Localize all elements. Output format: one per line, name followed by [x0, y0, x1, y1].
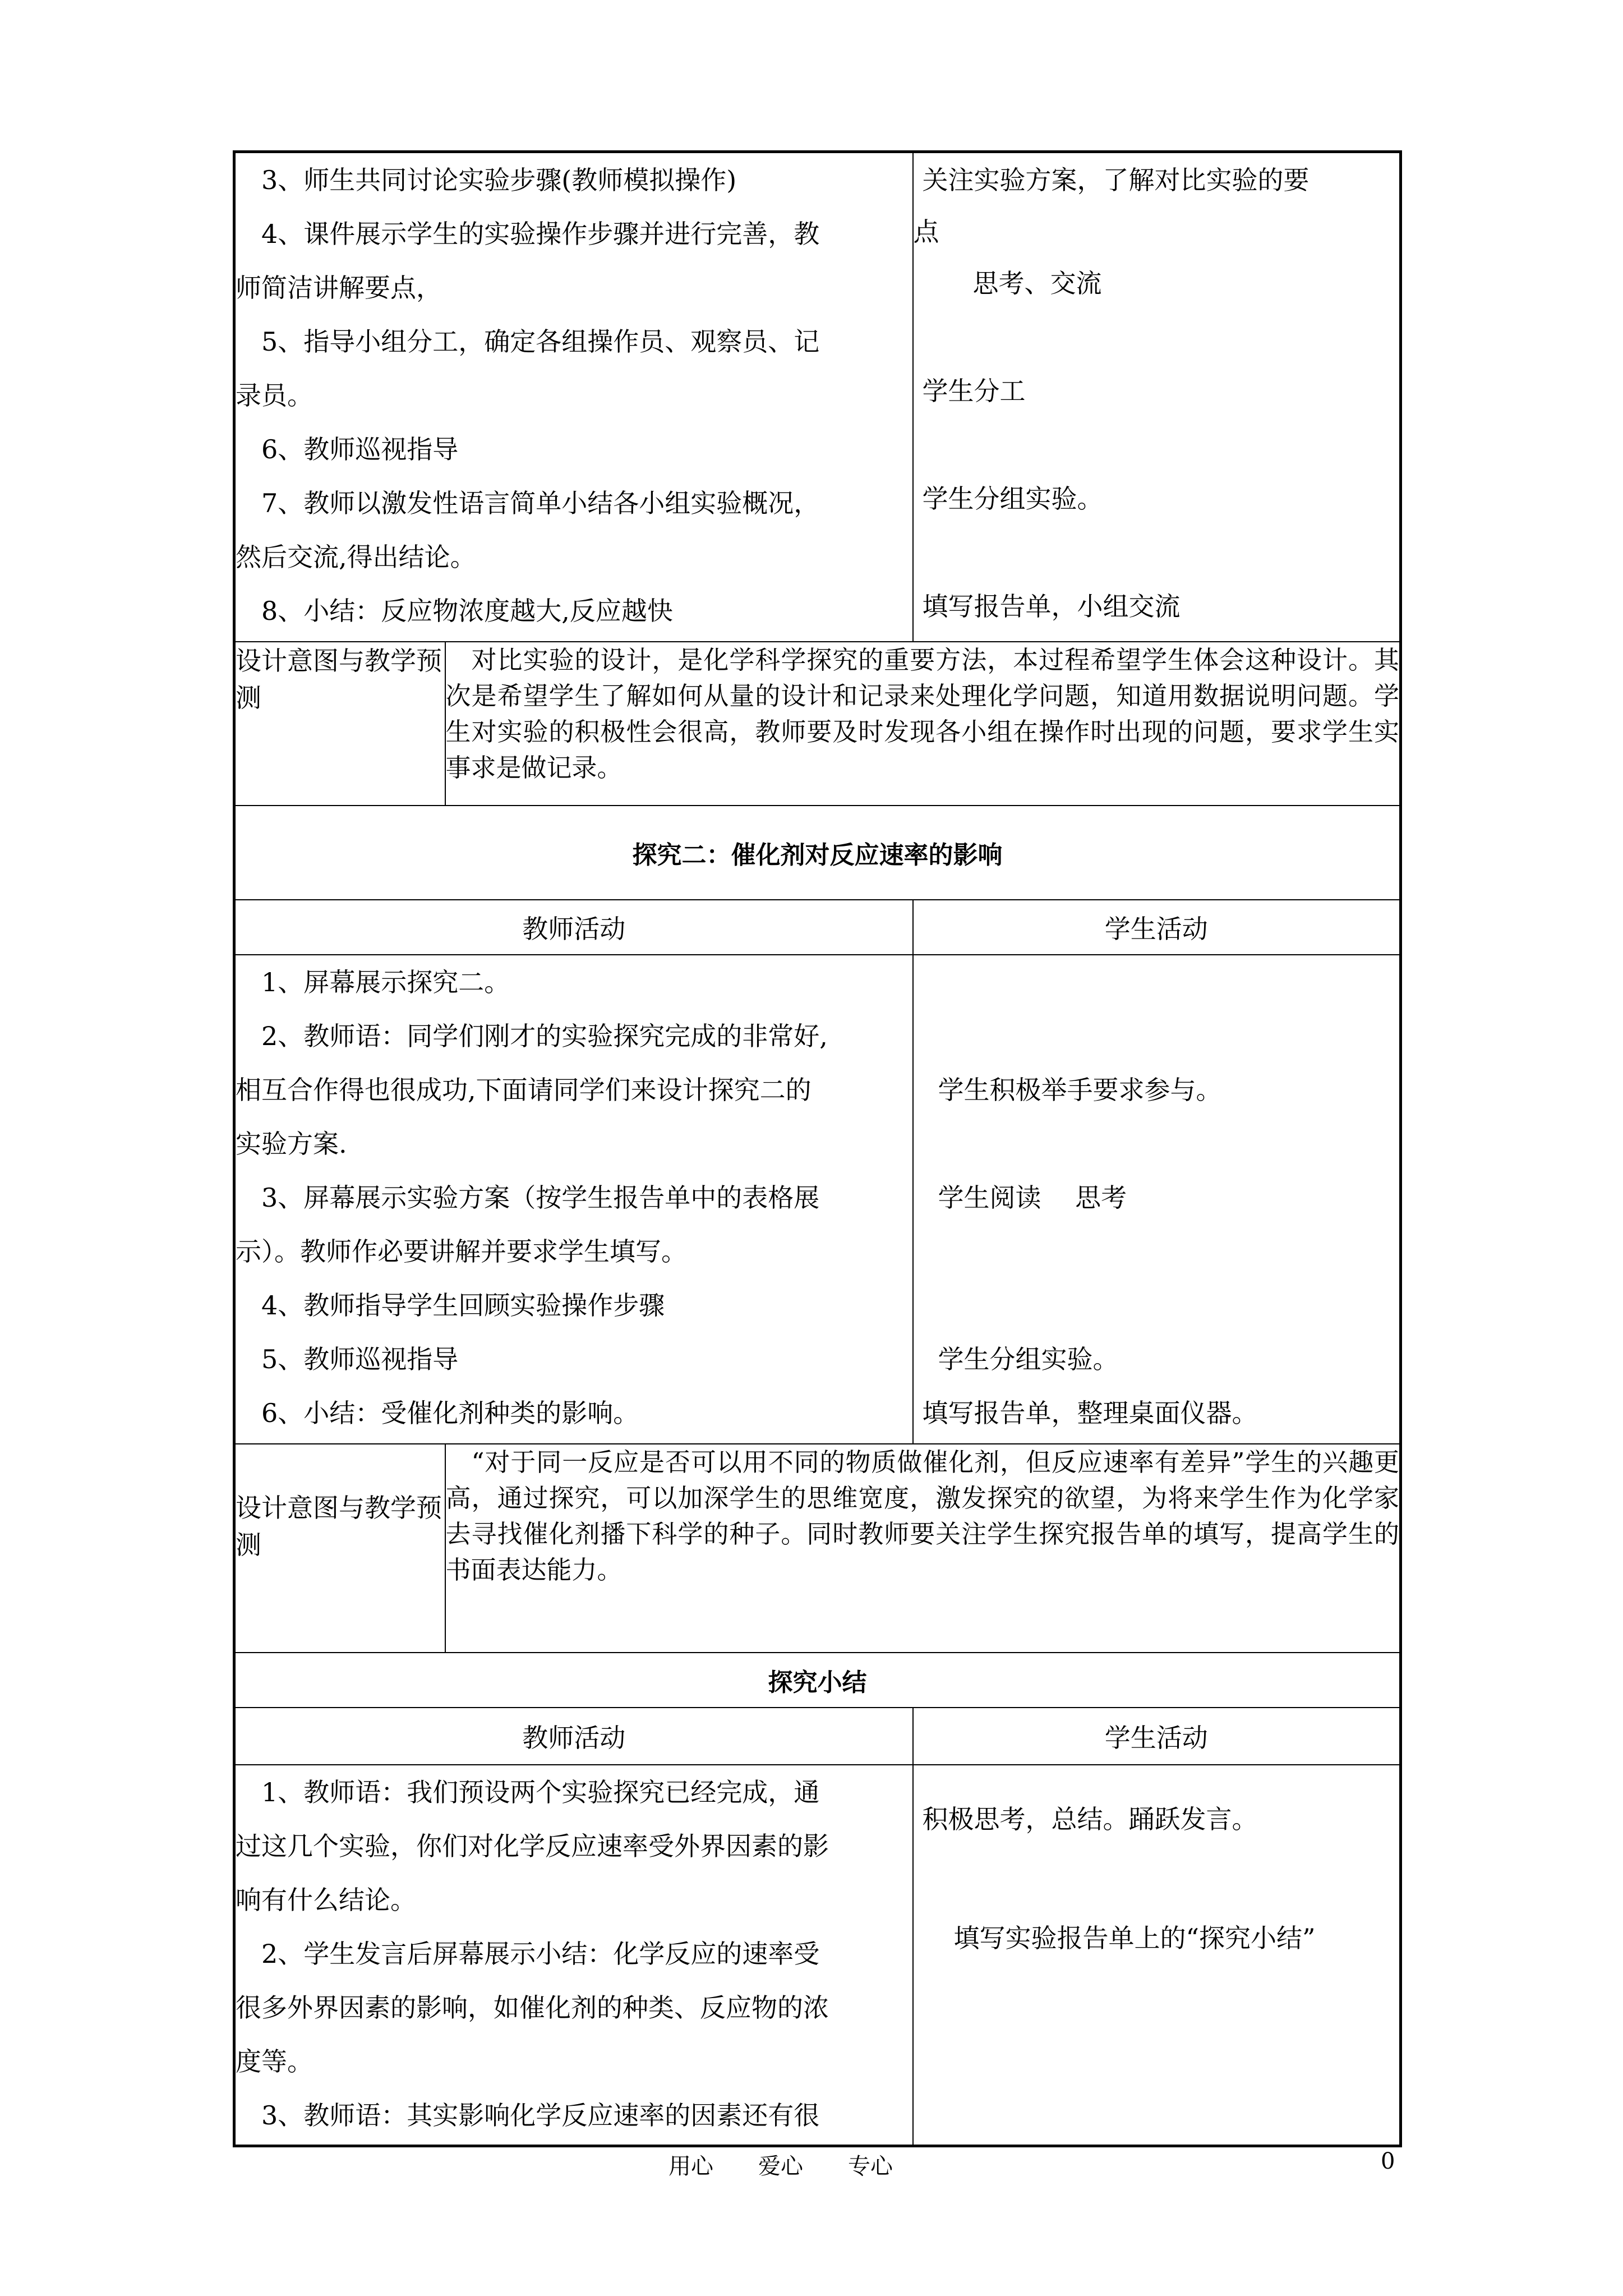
design-intent-label: 设计意图与教学预测	[234, 642, 445, 806]
student-step: 学生分组实验。	[938, 1344, 1119, 1374]
teacher-activity-cell	[234, 955, 913, 1444]
student-step: 填写报告单，小组交流	[922, 591, 1181, 622]
design-intent-row-2	[234, 1444, 1401, 1653]
section-title: 探究二：催化剂对反应速率的影响	[234, 806, 1401, 900]
student-activity-header: 学生活动	[913, 900, 1401, 955]
teacher-step: 然后交流,得出结论。	[236, 542, 476, 572]
teacher-step: 5、指导小组分工，确定各组操作员、观察员、记	[261, 326, 820, 357]
design-intent-label: 设计意图与教学预测	[234, 1444, 445, 1653]
teacher-step: 1、屏幕展示探究二。	[261, 967, 510, 997]
teacher-activity-header: 教师活动	[234, 1708, 913, 1765]
page-number: 0	[1381, 2148, 1395, 2174]
teacher-step: 8、小结：反应物浓度越大,反应越快	[261, 596, 673, 626]
lesson-plan-table	[233, 150, 1402, 2147]
column-header-row	[234, 900, 1401, 955]
student-step: 填写报告单，整理桌面仪器。	[922, 1398, 1258, 1428]
design-intent-text: 对比实验的设计，是化学科学探究的重要方法，本过程希望学生体会这种设计。其次是希望学生了解如何从量的设计和记录来处理化学问题，知道用数据说明问题。学生对实验的积极性会很高，教师要及时发现各小组在操作时出现的问题，要求学生实事求是做记录。	[445, 642, 1401, 806]
teacher-step: 示）。教师作必要讲解并要求学生填写。	[236, 1236, 687, 1267]
student-activity-cell	[913, 152, 1401, 642]
teacher-step: 6、小结：受催化剂种类的影响。	[261, 1398, 639, 1428]
teacher-step: 3、屏幕展示实验方案（按学生报告单中的表格展	[261, 1182, 820, 1213]
teacher-step: 相互合作得也很成功,下面请同学们来设计探究二的	[236, 1075, 811, 1105]
teacher-step: 响有什么结论。	[236, 1885, 416, 1915]
teacher-step: 6、教师巡视指导	[261, 434, 459, 464]
teacher-step: 4、课件展示学生的实验操作步骤并进行完善，教	[261, 219, 820, 249]
teacher-step: 过这几个实验，你们对化学反应速率受外界因素的影	[236, 1831, 829, 1861]
section-header-row	[234, 806, 1401, 900]
student-step: 点	[913, 217, 939, 247]
teacher-step: 5、教师巡视指导	[261, 1344, 459, 1374]
activity-row-3	[234, 1765, 1401, 2146]
teacher-step: 1、教师语：我们预设两个实验探究已经完成，通	[261, 1777, 820, 1807]
student-step: 思考、交流	[972, 268, 1102, 298]
design-intent-row-1	[234, 642, 1401, 806]
student-step: 学生积极举手要求参与。	[938, 1075, 1222, 1105]
teacher-step: 很多外界因素的影响，如催化剂的种类、反应物的浓	[236, 1993, 829, 2023]
design-intent-text: “对于同一反应是否可以用不同的物质做催化剂，但反应速率有差异”学生的兴趣更高，通过探究，可以加深学生的思维宽度，激发探究的欲望，为将来学生作为化学家去寻找催化剂播下科学的种子。同时教师要关注学生探究报告单的填写，提高学生的书面表达能力。	[445, 1444, 1401, 1653]
teacher-activity-header: 教师活动	[234, 900, 913, 955]
student-step: 学生分组实验。	[922, 484, 1103, 514]
teacher-step: 4、教师指导学生回顾实验操作步骤	[261, 1290, 665, 1320]
footer-motto: 用心 爱心 专心	[668, 2154, 893, 2179]
column-header-row	[234, 1708, 1401, 1765]
teacher-step: 3、师生共同讨论实验步骤(教师模拟操作)	[261, 165, 737, 195]
activity-row-1	[234, 152, 1401, 642]
student-activity-cell	[913, 1765, 1401, 2146]
teacher-step: 2、学生发言后屏幕展示小结：化学反应的速率受	[261, 1939, 820, 1969]
teacher-step: 录员。	[236, 380, 313, 411]
teacher-step: 2、教师语：同学们刚才的实验探究完成的非常好,	[261, 1021, 828, 1051]
teacher-step: 师简洁讲解要点，	[236, 273, 442, 303]
section-title: 探究小结	[234, 1653, 1401, 1708]
teacher-step: 7、教师以激发性语言简单小结各小组实验概况，	[261, 488, 820, 518]
teacher-step: 实验方案.	[236, 1129, 347, 1159]
teacher-activity-cell	[234, 1765, 913, 2146]
teacher-step: 度等。	[236, 2046, 313, 2077]
student-step: 学生阅读 思考	[938, 1182, 1127, 1213]
student-step: 积极思考，总结。踊跃发言。	[922, 1804, 1258, 1834]
student-activity-cell	[913, 955, 1401, 1444]
student-step: 填写实验报告单上的“探究小结”	[953, 1923, 1316, 1953]
student-activity-header: 学生活动	[913, 1708, 1401, 1765]
student-step: 关注实验方案，了解对比实验的要	[922, 165, 1310, 195]
student-step: 学生分工	[922, 376, 1026, 406]
teacher-step: 3、教师语：其实影响化学反应速率的因素还有很	[261, 2100, 820, 2131]
section-header-row	[234, 1653, 1401, 1708]
activity-row-2	[234, 955, 1401, 1444]
teacher-activity-cell	[234, 152, 913, 642]
